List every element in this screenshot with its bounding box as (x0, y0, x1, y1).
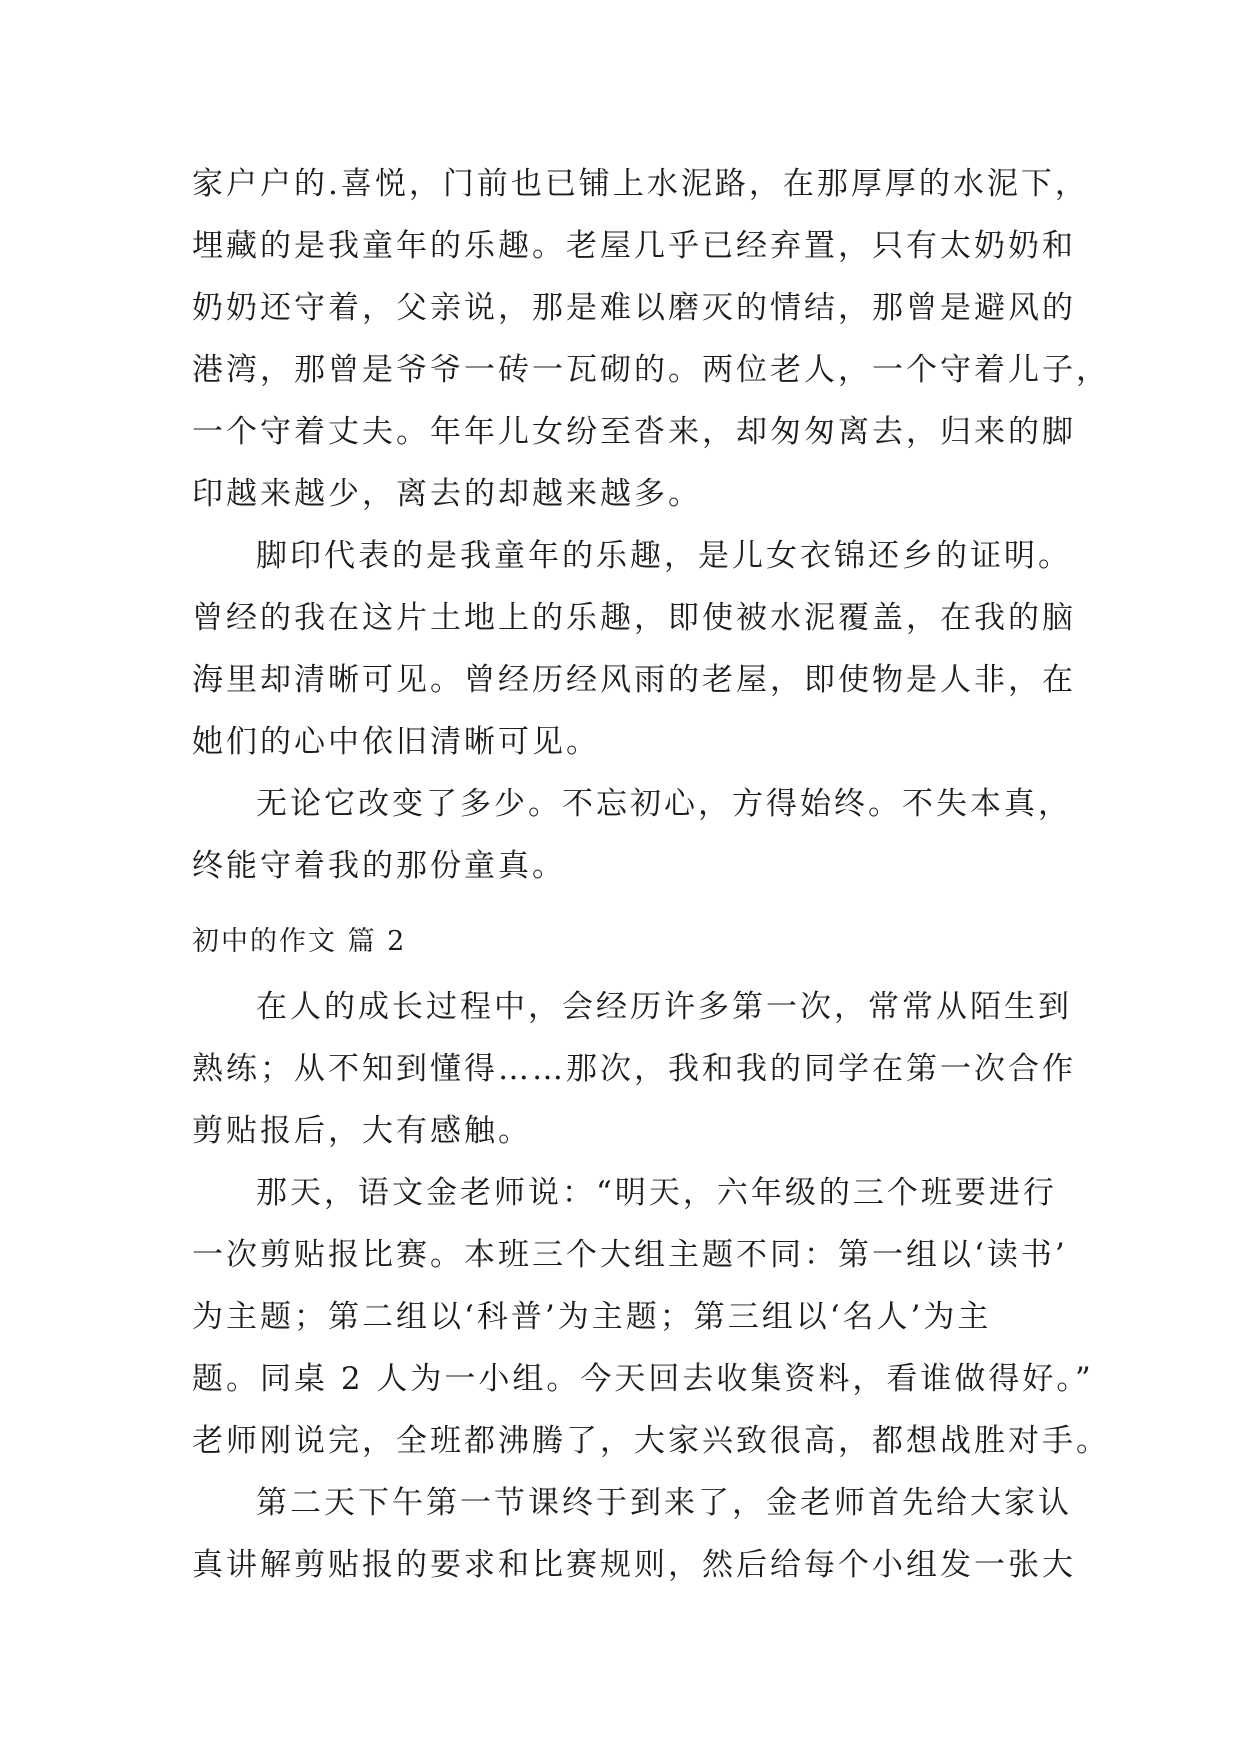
text-line: 一个守着丈夫。年年儿女纷至沓来，却匆匆离去，归来的脚 (192, 414, 1076, 450)
text-line: 曾经的我在这片土地上的乐趣，即使被水泥覆盖，在我的脑 (192, 600, 1076, 636)
text-line: 剪贴报后，大有感触。 (192, 1113, 532, 1149)
text-line: 家户户的.喜悦，门前也已铺上水泥路，在那厚厚的水泥下， (192, 166, 1089, 202)
text-line: 无论它改变了多少。不忘初心，方得始终。不失本真， (256, 786, 1072, 822)
text-line: 为主题；第二组以‘科普’为主题；第三组以‘名人’为主 (192, 1299, 992, 1335)
text-line: 脚印代表的是我童年的乐趣，是儿女衣锦还乡的证明。 (256, 538, 1072, 574)
text-line: 她们的心中依旧清晰可见。 (192, 724, 600, 760)
text-line: 港湾，那曾是爷爷一砖一瓦砌的。两位老人，一个守着儿子， (192, 352, 1110, 388)
text-line: 印越来越少，离去的却越来越多。 (192, 476, 702, 512)
text-line: 熟练；从不知到懂得……那次，我和我的同学在第一次合作 (192, 1051, 1076, 1087)
text-line: 那天，语文金老师说：“明天，六年级的三个班要进行 (256, 1175, 1057, 1211)
section-heading: 初中的作文 篇 2 (192, 926, 407, 957)
text-line: 老师刚说完，全班都沸腾了，大家兴致很高，都想战胜对手。 (192, 1423, 1110, 1459)
text-line: 海里却清晰可见。曾经历经风雨的老屋，即使物是人非，在 (192, 662, 1076, 698)
text-line: 题。同桌 2 人为一小组。今天回去收集资料，看谁做得好。” (192, 1361, 1094, 1397)
text-line: 在人的成长过程中，会经历许多第一次，常常从陌生到 (256, 989, 1072, 1025)
text-line: 真讲解剪贴报的要求和比赛规则，然后给每个小组发一张大 (192, 1547, 1076, 1583)
text-line: 奶奶还守着，父亲说，那是难以磨灭的情结，那曾是避风的 (192, 290, 1076, 326)
text-line: 一次剪贴报比赛。本班三个大组主题不同：第一组以‘读书’ (192, 1237, 1068, 1273)
text-line: 第二天下午第一节课终于到来了，金老师首先给大家认 (256, 1485, 1072, 1521)
text-line: 埋藏的是我童年的乐趣。老屋几乎已经弃置，只有太奶奶和 (192, 228, 1076, 264)
text-line: 终能守着我的那份童真。 (192, 848, 566, 884)
